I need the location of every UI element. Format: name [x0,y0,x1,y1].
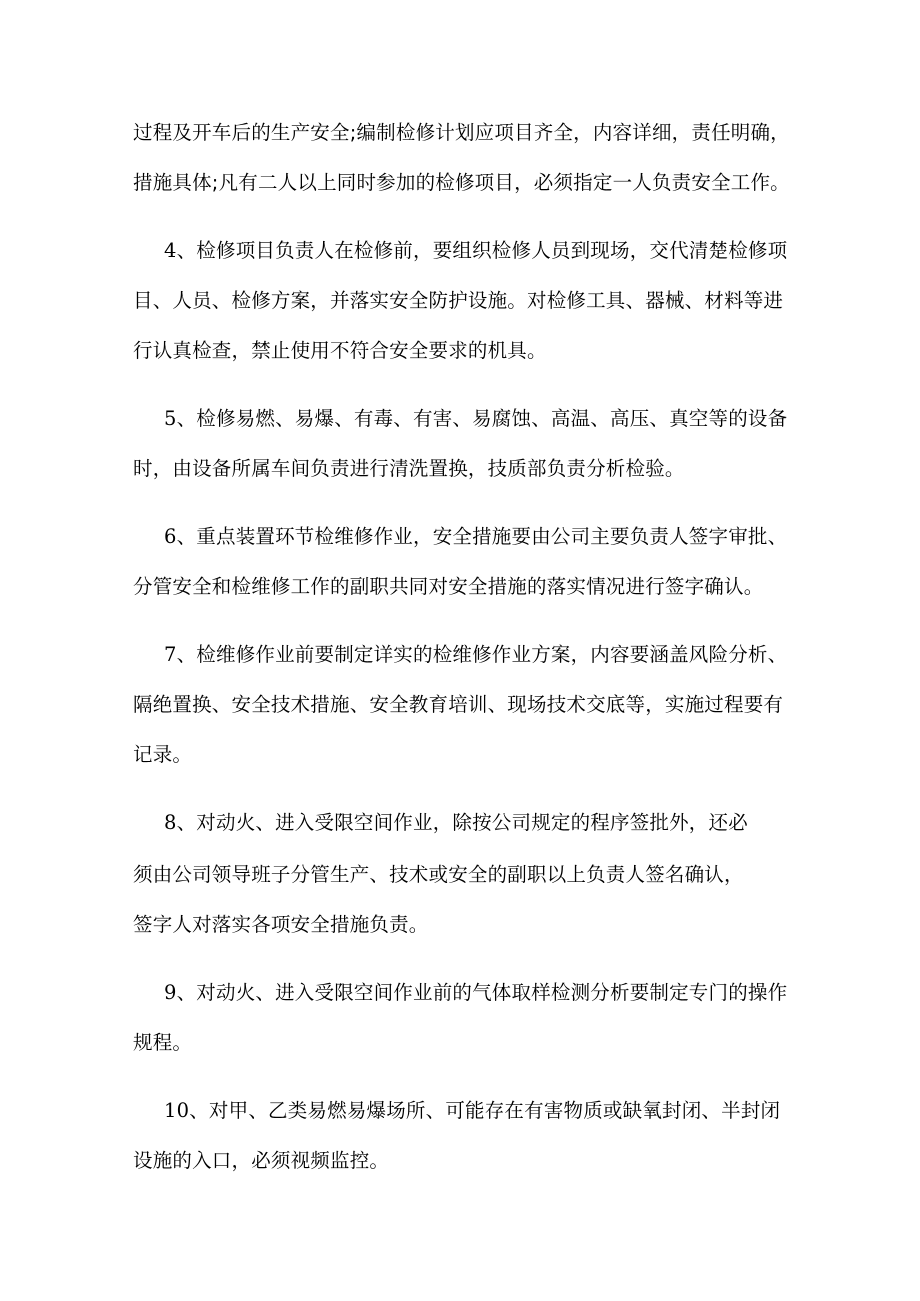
paragraph-line [133,339,547,363]
paragraph-number: 10 [164,1099,190,1122]
paragraph-first-line [164,811,748,835]
line-text: 记录。 [133,743,193,766]
paragraph-number: 8 [164,811,177,834]
line-text: 过程及开车后的生产安全;编制检修计划应项目齐全，内容详细，责任明确， [133,121,790,144]
line-text: 目、人员、检修方案，并落实安全防护设施。对检修工具、器械、材料等进 [133,289,784,312]
paragraph-first-line [164,407,787,431]
line-text: 分管安全和检维修工作的副职共同对安全措施的落实情况进行签字确认。 [133,575,764,598]
paragraph-first-line [164,525,787,549]
paragraph-line [133,743,192,767]
paragraph-first-line [164,981,787,1005]
line-text: 措施具体;凡有二人以上同时参加的检修项目，必须指定一人负责安全工作。 [133,171,790,194]
line-text: 时，由设备所属车间负责进行清洗置换，技质部负责分析检验。 [133,457,685,480]
line-text: 、检维修作业前要制定详实的检维修作业方案，内容要涵盖风险分析、 [176,643,788,666]
line-text: 、对动火、进入受限空间作业前的气体取样检测分析要制定专门的操作 [176,981,788,1004]
line-text: 、检修项目负责人在检修前，要组织检修人员到现场，交代清楚检修项 [176,239,788,262]
paragraph-line [133,1031,192,1055]
line-text: 、重点装置环节检维修作业，安全措施要由公司主要负责人签字审批、 [176,525,788,548]
line-text: 、对甲、乙类易燃易爆场所、可能存在有害物质或缺氧封闭、半封闭 [189,1099,781,1122]
paragraph-number: 6 [164,525,177,548]
paragraph-line [133,289,783,313]
paragraph-line [133,575,763,599]
line-text: 须由公司领导班子分管生产、技术或安全的副职以上负责人签名确认， [133,863,744,886]
paragraph-first-line [164,643,787,667]
line-text: 规程。 [133,1031,193,1054]
line-text: 、对动火、进入受限空间作业，除按公司规定的程序签批外，还必 [176,811,748,834]
paragraph-number: 4 [164,239,177,262]
paragraph-line [133,863,744,887]
line-text: 设施的入口，必须视频监控。 [133,1149,390,1172]
line-text: 行认真检查，禁止使用不符合安全要求的机具。 [133,339,547,362]
paragraph-line [133,457,685,481]
paragraph-number: 5 [164,407,177,430]
paragraph-number: 9 [164,981,177,1004]
paragraph-line [133,693,783,717]
paragraph-first-line [164,1099,780,1123]
line-text: 、检修易燃、易爆、有毒、有害、易腐蚀、高温、高压、真空等的设备 [176,407,788,430]
paragraph-line [133,171,790,195]
paragraph-number: 7 [164,643,177,666]
paragraph-first-line [164,239,787,263]
paragraph-line [133,913,429,937]
paragraph-line [133,121,790,145]
paragraph-line [133,1149,389,1173]
line-text: 签字人对落实各项安全措施负责。 [133,913,429,936]
line-text: 隔绝置换、安全技术措施、安全教育培训、现场技术交底等，实施过程要有 [133,693,784,716]
